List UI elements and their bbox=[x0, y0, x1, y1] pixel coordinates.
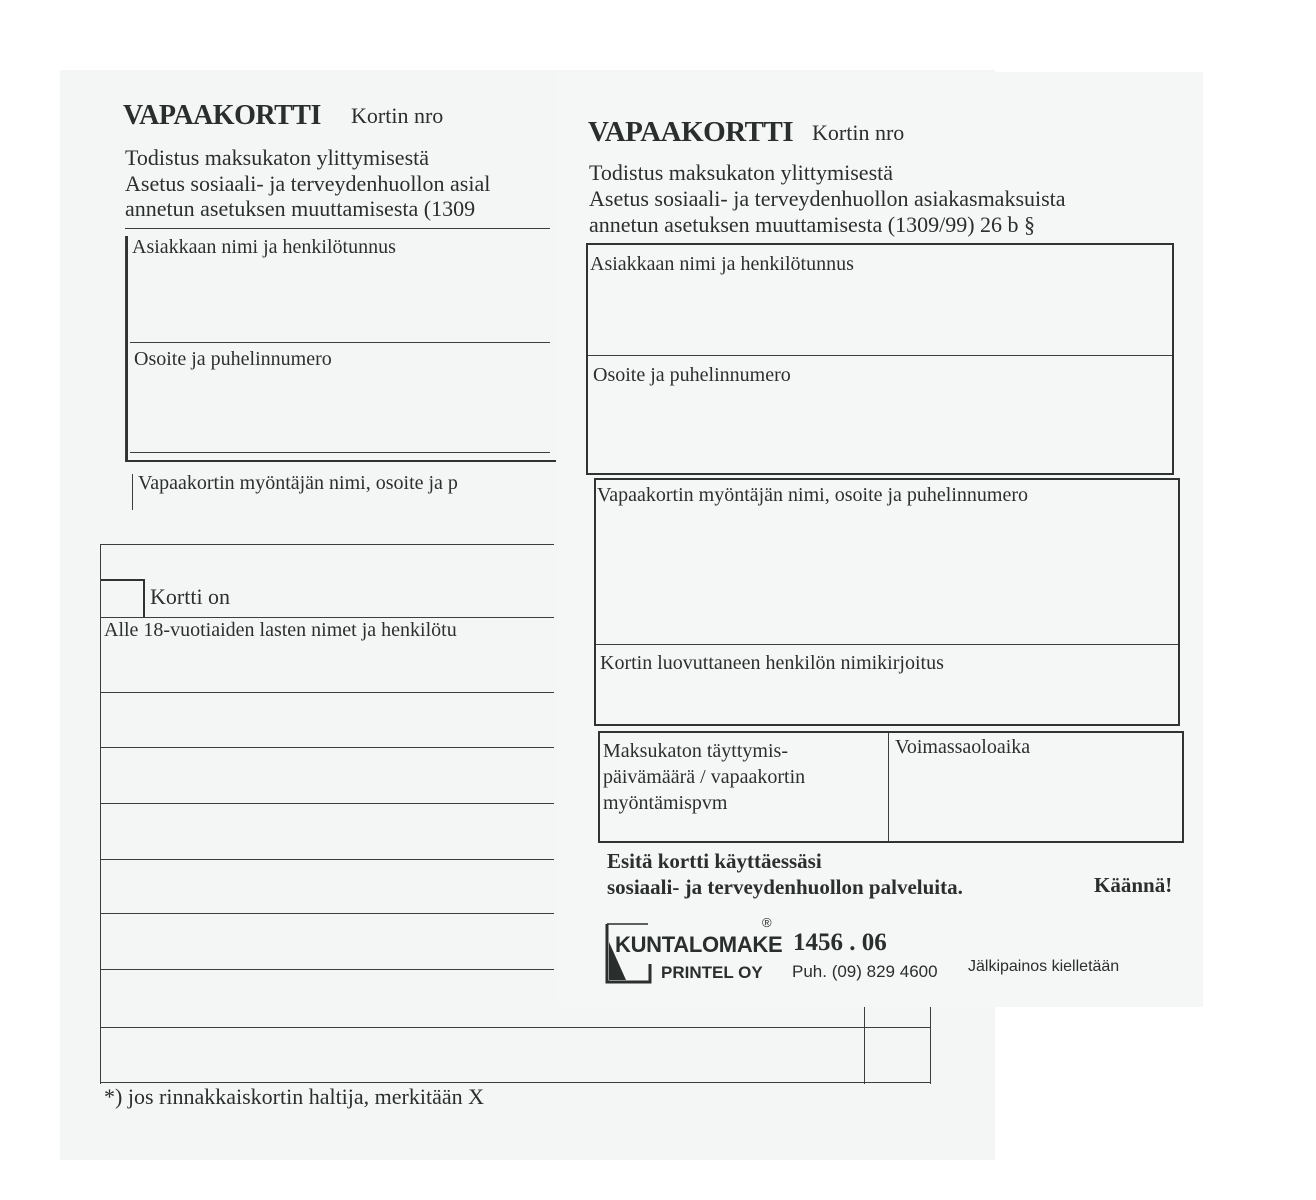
form-number: 1456 . 06 bbox=[793, 929, 887, 956]
instruction-line2: sosiaali- ja terveydenhuollon palveluita. bbox=[607, 875, 963, 899]
front-card-title: VAPAAKORTTI bbox=[588, 116, 794, 148]
card-is-label: Kortti on bbox=[150, 584, 231, 609]
front-field-issuer-box[interactable] bbox=[594, 478, 1180, 726]
back-card-decree-line1: Asetus sosiaali- ja terveydenhuollon asial bbox=[125, 171, 491, 196]
front-field-name-label: Asiakkaan nimi ja henkilötunnus bbox=[590, 253, 854, 275]
front-card-decree-line2: annetun asetuksen muuttamisesta (1309/99) 26 b § bbox=[589, 212, 1036, 237]
back-card-number-label: Kortin nro bbox=[351, 103, 444, 128]
front-field-signature-label: Kortin luovuttaneen henkilön nimikirjoitus bbox=[600, 652, 944, 674]
back-card-decree-line2: annetun asetuksen muuttamisesta (1309 bbox=[125, 196, 476, 221]
front-field-address-label: Osoite ja puhelinnumero bbox=[593, 364, 791, 386]
registered-mark: ® bbox=[762, 915, 772, 930]
turn-over-note: Käännä! bbox=[1094, 873, 1173, 897]
copyright-notice: Jälkipainos kielletään bbox=[968, 958, 1120, 975]
front-card-subtitle: Todistus maksukaton ylittymisestä bbox=[589, 160, 894, 185]
brand-name: KUNTALOMAKE bbox=[615, 932, 783, 957]
front-field-date-line3: myöntämispvm bbox=[603, 792, 728, 814]
printer-phone: Puh. (09) 829 4600 bbox=[792, 962, 938, 981]
back-field-address-label: Osoite ja puhelinnumero bbox=[134, 348, 332, 370]
front-card-number-label: Kortin nro bbox=[812, 120, 905, 145]
front-field-issuer-label: Vapaakortin myöntäjän nimi, osoite ja puhelinnumero bbox=[597, 484, 1029, 506]
printer-name: PRINTEL OY bbox=[661, 963, 763, 982]
back-card-title: VAPAAKORTTI bbox=[123, 100, 321, 131]
back-field-name-label: Asiakkaan nimi ja henkilötunnus bbox=[132, 236, 396, 258]
back-card-subtitle: Todistus maksukaton ylittymisestä bbox=[125, 145, 430, 170]
front-card-decree-line1: Asetus sosiaali- ja terveydenhuollon asiakasmaksuista bbox=[589, 186, 1066, 211]
back-card-header bbox=[115, 95, 555, 235]
children-row-line[interactable] bbox=[100, 969, 554, 970]
front-field-date-line2: päivämäärä / vapaakortin bbox=[603, 766, 806, 788]
children-names-label: Alle 18-vuotiaiden lasten nimet ja henkilötu bbox=[104, 619, 457, 641]
children-row-line[interactable] bbox=[100, 692, 554, 693]
footnote: *) jos rinnakkaiskortin haltija, merkitään X bbox=[104, 1084, 485, 1109]
children-row-line[interactable] bbox=[100, 747, 554, 748]
front-field-name-box[interactable] bbox=[586, 243, 1174, 475]
instruction-line1: Esitä kortti käyttäessäsi bbox=[607, 849, 822, 873]
back-field-issuer-label: Vapaakortin myöntäjän nimi, osoite ja p bbox=[138, 472, 458, 494]
children-row-line[interactable] bbox=[100, 913, 554, 914]
children-row-line[interactable] bbox=[100, 803, 554, 804]
front-field-validity-label: Voimassaoloaika bbox=[895, 736, 1031, 758]
children-row-line[interactable] bbox=[100, 859, 554, 860]
card-is-checkbox[interactable] bbox=[101, 579, 145, 617]
front-field-date-line1: Maksukaton täyttymis- bbox=[603, 740, 788, 762]
